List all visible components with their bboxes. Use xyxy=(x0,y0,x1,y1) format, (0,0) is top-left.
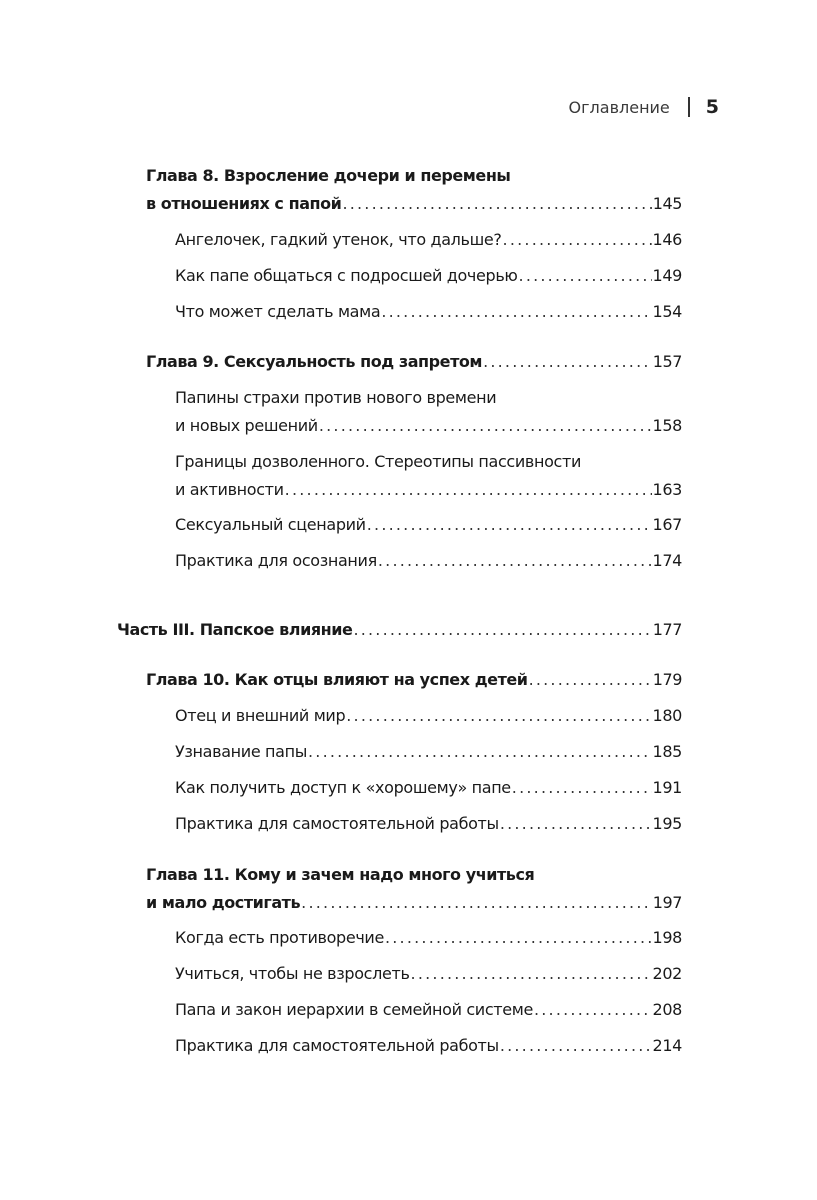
toc-section[interactable] xyxy=(175,448,682,504)
running-header xyxy=(569,96,719,118)
dot-leader xyxy=(500,1032,652,1060)
section-title-line: Границы дозволенного. Стереотипы пассивности xyxy=(175,452,581,471)
dot-leader xyxy=(367,511,652,539)
toc-section[interactable] xyxy=(175,226,682,254)
toc-part-3[interactable] xyxy=(117,616,682,644)
section-title: Как папе общаться с подросшей дочерью xyxy=(175,266,518,285)
page-number: 5 xyxy=(705,96,719,118)
dot-leader xyxy=(534,996,652,1024)
section-title: Узнавание папы xyxy=(175,742,308,761)
dot-leader xyxy=(381,298,651,326)
toc-section[interactable] xyxy=(175,547,682,575)
toc-chapter-10[interactable] xyxy=(146,666,682,694)
section-title: Практика для осознания xyxy=(175,551,377,570)
page-ref: 163 xyxy=(652,480,682,499)
dot-leader xyxy=(512,774,652,802)
page-ref: 154 xyxy=(652,302,682,321)
dot-leader xyxy=(301,889,652,917)
toc-chapter-11[interactable] xyxy=(146,861,682,917)
page-ref: 157 xyxy=(652,352,682,371)
dot-leader xyxy=(308,738,651,766)
toc-section[interactable] xyxy=(175,298,682,326)
page-ref: 158 xyxy=(652,416,682,435)
page-ref: 145 xyxy=(652,194,682,213)
page-ref: 198 xyxy=(652,928,682,947)
section-title: Практика для самостоятельной работы xyxy=(175,1036,499,1055)
dot-leader xyxy=(346,702,651,730)
section-title-line: Папины страхи против нового времени xyxy=(175,388,497,407)
section-title: Папа и закон иерархии в семейной системе xyxy=(175,1000,533,1019)
chapter-title-line: Глава 8. Взросление дочери и перемены xyxy=(146,166,511,185)
page-ref: 180 xyxy=(652,706,682,725)
section-title: Оглавление xyxy=(568,97,670,117)
page-ref: 174 xyxy=(652,551,682,570)
chapter-title: Глава 10. Как отцы влияют на успех детей xyxy=(146,670,528,689)
dot-leader xyxy=(378,547,652,575)
page-ref: 214 xyxy=(652,1036,682,1055)
toc-section[interactable] xyxy=(175,262,682,290)
dot-leader xyxy=(503,226,652,254)
toc-section[interactable] xyxy=(175,1032,682,1060)
chapter-title-line: в отношениях с папой xyxy=(146,194,342,213)
chapter-title: Глава 9. Сексуальность под запретом xyxy=(146,352,483,371)
toc-chapter-9[interactable] xyxy=(146,348,682,376)
page-ref: 195 xyxy=(652,814,682,833)
section-title: Практика для самостоятельной работы xyxy=(175,814,499,833)
page-ref: 146 xyxy=(652,230,682,249)
dot-leader xyxy=(342,190,651,218)
page-ref: 202 xyxy=(652,964,682,983)
page-ref: 149 xyxy=(652,266,682,285)
section-title: Учиться, чтобы не взрослеть xyxy=(175,964,410,983)
toc-section[interactable] xyxy=(175,810,682,838)
toc-section[interactable] xyxy=(175,960,682,988)
dot-leader xyxy=(500,810,652,838)
toc-section[interactable] xyxy=(175,924,682,952)
dot-leader xyxy=(529,666,652,694)
dot-leader xyxy=(385,924,652,952)
section-title: Когда есть противоречие xyxy=(175,928,384,947)
part-title: Часть III. Папское влияние xyxy=(117,620,353,639)
section-title-line: и новых решений xyxy=(175,416,318,435)
section-title: Как получить доступ к «хорошему» папе xyxy=(175,778,511,797)
dot-leader xyxy=(319,412,652,440)
dot-leader xyxy=(411,960,652,988)
section-title: Отец и внешний мир xyxy=(175,706,346,725)
toc-section[interactable] xyxy=(175,384,682,440)
page-ref: 191 xyxy=(652,778,682,797)
section-title: Сексуальный сценарий xyxy=(175,515,366,534)
dot-leader xyxy=(353,616,651,644)
toc-section[interactable] xyxy=(175,702,682,730)
dot-leader xyxy=(519,262,652,290)
toc-chapter-8[interactable] xyxy=(146,162,682,218)
dot-leader xyxy=(285,476,652,504)
page-ref: 197 xyxy=(652,893,682,912)
toc-section[interactable] xyxy=(175,738,682,766)
chapter-title-line: Глава 11. Кому и зачем надо много учиться xyxy=(146,865,535,884)
header-separator xyxy=(688,97,690,117)
toc-section[interactable] xyxy=(175,511,682,539)
dot-leader xyxy=(483,348,652,376)
toc-section[interactable] xyxy=(175,774,682,802)
page-ref: 208 xyxy=(652,1000,682,1019)
chapter-title-line: и мало достигать xyxy=(146,893,301,912)
section-title: Что может сделать мама xyxy=(175,302,381,321)
page-ref: 185 xyxy=(652,742,682,761)
section-title: Ангелочек, гадкий утенок, что дальше? xyxy=(175,230,502,249)
page-ref: 179 xyxy=(652,670,682,689)
section-title-line: и активности xyxy=(175,480,284,499)
page-ref: 177 xyxy=(652,620,682,639)
toc-section[interactable] xyxy=(175,996,682,1024)
page-ref: 167 xyxy=(652,515,682,534)
